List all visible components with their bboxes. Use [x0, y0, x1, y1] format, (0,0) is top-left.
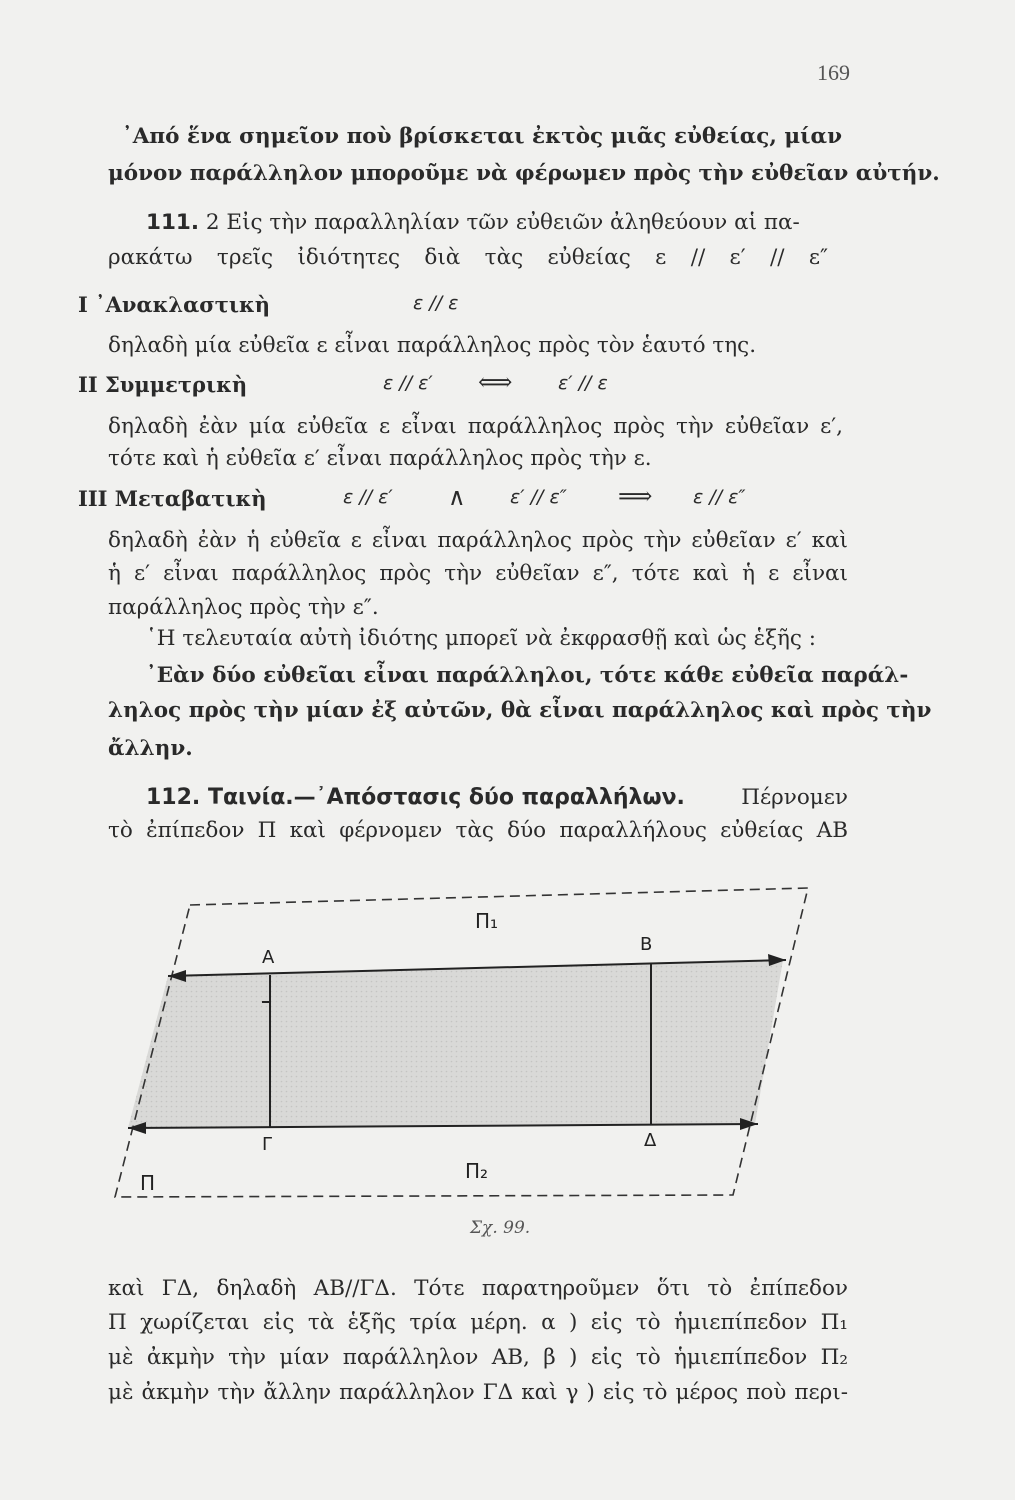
- equivalence-arrow: ⟺: [478, 368, 513, 396]
- after-figure-line-4: μὲ ἀκμὴν τὴν ἄλλην παράλληλον ΓΔ καὶ γ ) εἰς τὸ μέρος ποὺ περι-: [108, 1380, 848, 1405]
- property-3-explanation-2: ἡ ε′ εἶναι παράλληλος πρὸς τὴν εὐθεῖαν ε″, τότε καὶ ἡ ε εἶναι: [108, 561, 848, 586]
- logical-and-symbol: ∧: [448, 483, 466, 511]
- restatement-intro: ῾Η τελευταία αὐτὴ ἰδιότης μπορεῖ νὰ ἐκφρασθῇ καὶ ὡς ἑξῆς :: [146, 626, 817, 651]
- figure-caption: Σχ. 99.: [470, 1218, 531, 1238]
- label-P1: Π₁: [475, 909, 499, 933]
- label-P: Π: [140, 1171, 156, 1195]
- text-line-1: ᾿Από ἕνα σημεῖον ποὺ βρίσκεται ἐκτὸς μιᾶς εὐθείας, μίαν: [122, 124, 842, 149]
- after-figure-line-1: καὶ ΓΔ, δηλαδὴ ΑΒ//ΓΔ. Τότε παρατηροῦμεν ὅτι τὸ ἐπίπεδον: [108, 1276, 848, 1301]
- property-1-formula: ε // ε: [413, 292, 459, 314]
- section-111-number: 111.: [146, 210, 200, 235]
- property-3-formula-b: ε′ // ε″: [510, 486, 567, 508]
- statement-line-3: ἄλλην.: [108, 736, 193, 761]
- property-1-explanation: δηλαδὴ μία εὐθεῖα ε εἶναι παράλληλος πρὸς τὸν ἑαυτό της.: [108, 333, 757, 358]
- section-112-heading: 112. Ταινία.—᾿Απόστασις δύο παραλλήλων.: [146, 785, 685, 810]
- after-figure-line-2: Π χωρίζεται εἰς τὰ ἑξῆς τρία μέρη. α ) εἰς τὸ ἡμιεπίπεδον Π₁: [108, 1310, 848, 1335]
- property-3-explanation-1: δηλαδὴ ἐὰν ἡ εὐθεῖα ε εἶναι παράλληλος πρὸς τὴν εὐθεῖαν ε′ καὶ: [108, 528, 848, 553]
- property-2-explanation-1: δηλαδὴ ἐὰν μία εὐθεῖα ε εἶναι παράλληλος πρὸς τὴν εὐθεῖαν ε′,: [108, 414, 843, 439]
- strip-shaded-region: [128, 960, 783, 1128]
- property-3-label: III Μεταβατικὴ: [78, 486, 267, 511]
- property-1-label: I ᾿Ανακλαστικὴ: [78, 292, 271, 317]
- property-3-formula-a: ε // ε′: [343, 486, 393, 508]
- label-P2: Π₂: [465, 1159, 489, 1183]
- label-B: Β: [640, 934, 653, 955]
- property-2-label: II Συμμετρικὴ: [78, 372, 248, 397]
- label-D: Δ: [644, 1130, 657, 1151]
- section-112-line-2: τὸ ἐπίπεδον Π καὶ φέρνομεν τὰς δύο παραλλήλους εὐθείας ΑΒ: [108, 818, 848, 843]
- property-2-explanation-2: τότε καὶ ἡ εὐθεῖα ε′ εἶναι παράλληλος πρὸς τὴν ε.: [108, 446, 652, 471]
- text-line-4: ρακάτω τρεῖς ἰδιότητες διὰ τὰς εὐθείας ε // ε′ // ε″: [108, 245, 828, 270]
- label-G: Γ: [262, 1134, 273, 1155]
- property-2-formula-b: ε′ // ε: [558, 372, 608, 394]
- text-line-2: μόνον παράλληλον μποροῦμε νὰ φέρωμεν πρὸς τὴν εὐθεῖαν αὐτήν.: [108, 161, 940, 186]
- label-A: Α: [262, 947, 275, 968]
- section-112-text: Πέρνομεν: [741, 785, 848, 810]
- statement-line-2: ληλος πρὸς τὴν μίαν ἐξ αὐτῶν, θὰ εἶναι παράλληλος καὶ πρὸς τὴν: [108, 698, 932, 723]
- property-3-explanation-3: παράλληλος πρὸς τὴν ε″.: [108, 595, 379, 620]
- statement-line-1: ᾿Εὰν δύο εὐθεῖαι εἶναι παράλληλοι, τότε κάθε εὐθεῖα παράλ-: [146, 663, 909, 688]
- property-3-formula-c: ε // ε″: [693, 486, 746, 508]
- section-111-text: 2 Εἰς τὴν παραλληλίαν τῶν εὐθειῶν ἀληθεύουν αἱ πα-: [205, 210, 800, 235]
- page-number: 169: [817, 60, 850, 85]
- implication-arrow: ⟹: [618, 482, 653, 510]
- property-2-formula-a: ε // ε′: [383, 372, 433, 394]
- after-figure-line-3: μὲ ἀκμὴν τὴν μίαν παράλληλον ΑΒ, β ) εἰς τὸ ἡμιεπίπεδον Π₂: [108, 1345, 848, 1370]
